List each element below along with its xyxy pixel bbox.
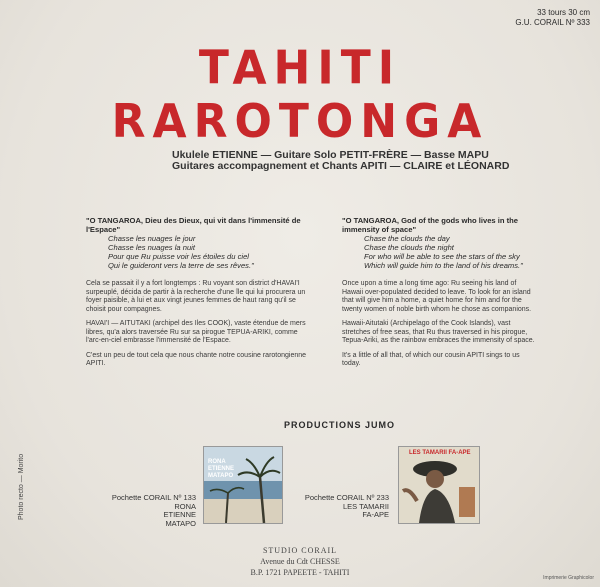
english-quote-head: "O TANGAROA, God of the gods who lives in the immensity of space": [342, 216, 519, 234]
printer-credit: Imprimerie Graphicolor: [543, 575, 594, 581]
french-quote: [86, 216, 306, 270]
album-title: TAHITI RAROTONGA: [111, 41, 489, 149]
french-paragraph: C'est un peu de tout cela que nous chante notre cousine rarotongienne APITI.: [86, 351, 307, 367]
french-paragraph: HAVAI'I — AITUTAKI (archipel des Iles COOK), vaste étendue de mers libres, qu'a alors traversée Ru sur sa pirogue TEPUA-ARIKI, comme l'arc-en-ciel embrasse l'immensité de l'Espace.: [86, 320, 306, 344]
french-quote-line: Chasse les nuages le jour: [108, 234, 196, 243]
english-quote-line: For who will be able to see the stars of the sky: [364, 252, 520, 261]
french-quote-line: Pour que Ru puisse voir les étoiles du ciel: [108, 252, 249, 261]
caption-line: RONA: [174, 501, 196, 511]
record-format-info: [515, 8, 590, 28]
credits-line-2: Guitares accompagnement et Chants APITI — CLAIRE et LÉONARD: [172, 160, 510, 172]
format-line: 33 tours 30 cm: [537, 8, 590, 17]
caption-line: MATAPO: [165, 518, 196, 528]
studio-po-box: B.P. 1721 PAPEETE - TAHITI: [250, 568, 350, 577]
caption-line: ETIENNE: [163, 510, 196, 519]
french-quote-line: Chasse les nuages la nuit: [108, 243, 195, 252]
cover-caption-133: [108, 494, 196, 528]
french-paragraph: Cela se passait il y a fort longtemps : Ru voyant son district d'HAVAI'I surpeuplé, décida de partir à la recherche d'une île qui lui procurera un foyer paisible, à lui et aux vingt jeunes femmes de haut rang qu'il se choisit pour compagnes.: [86, 280, 306, 313]
french-quote-head: "O TANGAROA, Dieu des Dieux, qui vit dans l'immensité de l'Espace": [86, 216, 301, 234]
studio-address: [0, 545, 600, 578]
cover-art-text: RONA ETIENNE MATAPO: [208, 459, 235, 479]
cover-thumbnail-233: [398, 446, 480, 524]
english-quote-line: Chase the clouds the day: [364, 234, 450, 243]
caption-line: Pochette CORAIL Nº 233: [304, 493, 389, 502]
english-quote: [342, 216, 538, 270]
english-text: [342, 280, 538, 375]
musician-credits: [172, 150, 509, 172]
credits-line-1: Ukulele ETIENNE — Guitare Solo PETIT-FRÈRE — Basse MAPU: [172, 149, 489, 161]
french-quote-line: Qui le guideront vers la terre de ses rêves.": [108, 261, 254, 270]
studio-name: STUDIO CORAIL: [262, 546, 338, 555]
caption-line: FA-APE: [362, 510, 389, 519]
catalog-number: G.U. CORAIL Nº 333: [515, 18, 590, 27]
productions-label: PRODUCTIONS JUMO: [284, 420, 396, 430]
french-text: [86, 280, 308, 375]
english-paragraph: It's a little of all that, of which our cousin APITI sings to us today.: [342, 351, 520, 367]
cover-art-dancer: [399, 447, 479, 523]
english-paragraph: Once upon a time a long time ago: Ru seeing his land of Hawaii over-populated decided to leave. To look for an island that will give him a home, a quiet home for him and for the twenty women of noble birth whom he chose as companions.: [342, 280, 532, 313]
cover-art-text: LES TAMARII FA-APE: [409, 450, 471, 456]
caption-line: LES TAMARII: [343, 501, 389, 511]
caption-line: Pochette CORAIL Nº 133: [111, 493, 196, 502]
cover-thumbnail-133: [203, 446, 283, 524]
cover-caption-233: [288, 494, 389, 520]
english-quote-line: Chase the clouds the night: [364, 243, 454, 252]
english-quote-line: Which will guide him to the land of his dreams.": [364, 261, 523, 270]
photo-credit: Photo recto — Morito: [18, 453, 25, 520]
studio-street: Avenue du Cdt CHESSE: [260, 557, 340, 566]
english-paragraph: Hawaii-Aitutaki (Archipelago of the Cook Islands), vast stretches of free seas, that Ru thus traversed in his pirogue, Tepua-Ariki, as the rainbow embraces the immensity of space.: [342, 320, 535, 344]
